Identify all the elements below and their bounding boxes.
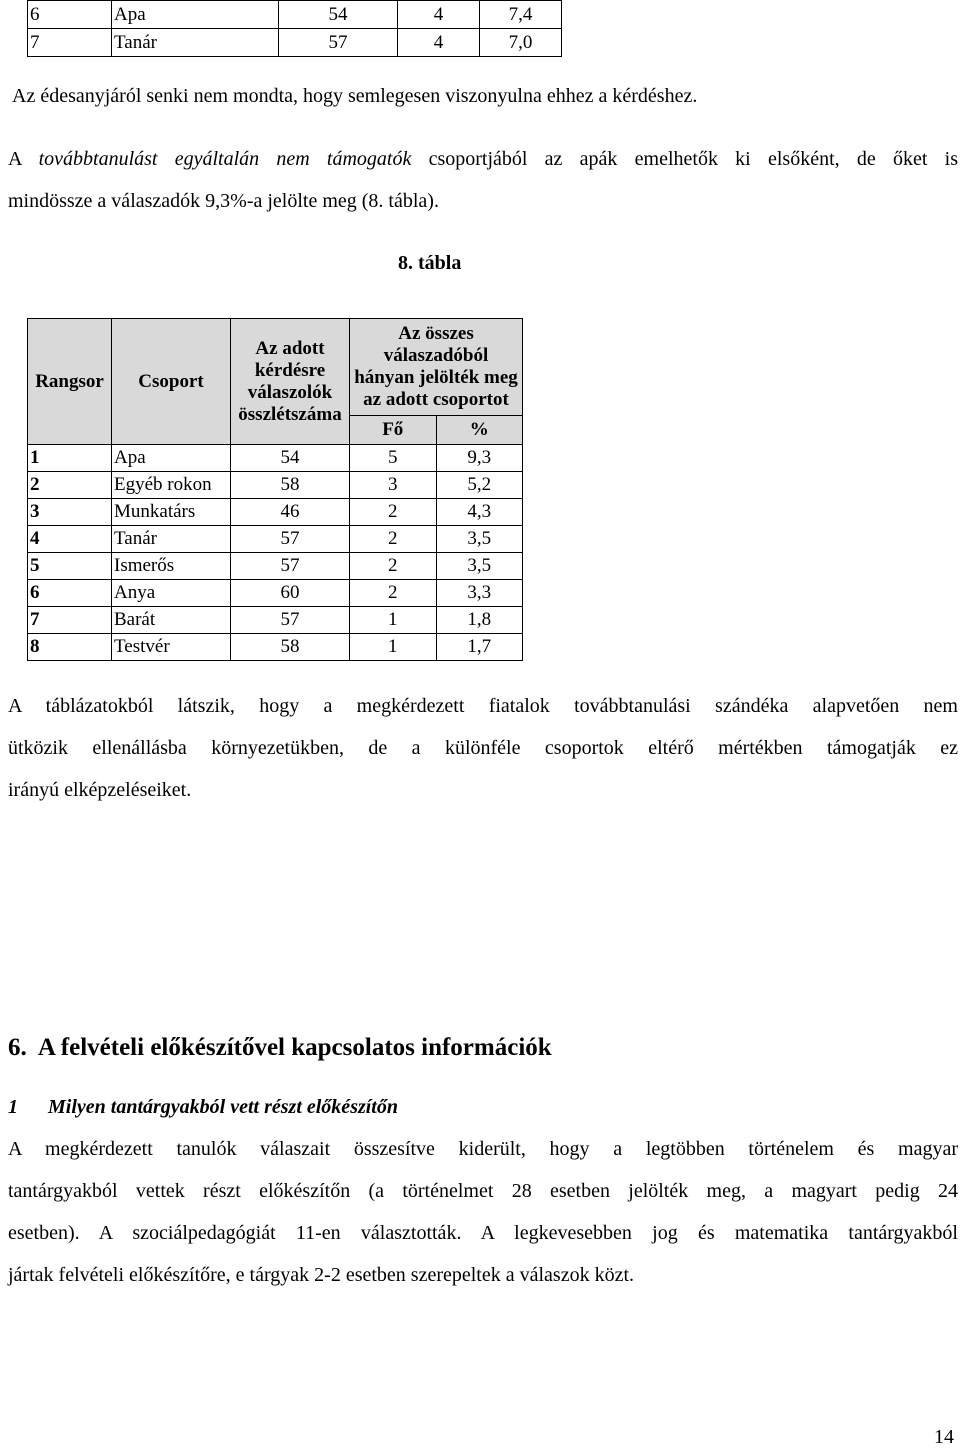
- total-cell: 46: [231, 499, 350, 526]
- count-cell: 4: [398, 29, 480, 57]
- section-heading: 6. A felvételi előkészítővel kapcsolatos információk: [8, 1034, 552, 1061]
- paragraph-not-supporting: [8, 138, 958, 222]
- rank-cell: 6: [28, 580, 112, 607]
- percent-cell: 7,0: [480, 29, 562, 57]
- group-cell: Ismerős: [112, 553, 231, 580]
- group-cell: Barát: [112, 607, 231, 634]
- table-row: [28, 553, 523, 580]
- group-cell: Tanár: [112, 526, 231, 553]
- total-cell: 57: [231, 553, 350, 580]
- total-cell: 57: [231, 526, 350, 553]
- subsection-heading: 1 Milyen tantárgyakból vett részt előkészítőn: [8, 1096, 398, 1118]
- previous-table-continuation: [27, 0, 562, 57]
- text-span: csoportjából az apák emelhetők ki elsőként, de őket is: [411, 148, 958, 170]
- paragraph-summary: [8, 685, 958, 811]
- paragraph-line: mindössze a válaszadók 9,3%-a jelölte meg (8. tábla).: [8, 190, 439, 212]
- table-row: [28, 1, 562, 29]
- table-row: [28, 29, 562, 57]
- italic-phrase: továbbtanulást egyáltalán nem támogatók: [38, 148, 412, 170]
- percent-cell: 3,5: [436, 553, 523, 580]
- count-cell: 2: [350, 499, 437, 526]
- count-cell: 1: [350, 607, 437, 634]
- group-cell: Apa: [112, 1, 279, 29]
- header-percent: %: [436, 416, 523, 445]
- total-cell: 54: [231, 445, 350, 472]
- percent-cell: 4,3: [436, 499, 523, 526]
- count-cell: 2: [350, 553, 437, 580]
- percent-cell: 9,3: [436, 445, 523, 472]
- percent-cell: 3,5: [436, 526, 523, 553]
- percent-cell: 3,3: [436, 580, 523, 607]
- paragraph-line: esetben). A szociálpedagógiát 11-en választották. A legkevesebben jog és matematika tantárgyakból: [8, 1222, 958, 1244]
- count-cell: 2: [350, 526, 437, 553]
- paragraph-line: irányú elképzeléseiket.: [8, 779, 192, 801]
- header-total: Az adott kérdésre válaszolók összlétszáma: [231, 319, 350, 445]
- count-cell: 2: [350, 580, 437, 607]
- header-rank: Rangsor: [28, 319, 112, 445]
- total-cell: 60: [231, 580, 350, 607]
- table-caption: 8. tábla: [398, 252, 462, 274]
- header-count: Fő: [350, 416, 437, 445]
- rank-cell: 6: [28, 1, 112, 29]
- paragraph-preparatory-subjects: [8, 1128, 958, 1296]
- group-cell: Munkatárs: [112, 499, 231, 526]
- percent-cell: 1,8: [436, 607, 523, 634]
- header-row: [28, 319, 523, 416]
- rank-cell: 8: [28, 634, 112, 661]
- group-cell: Egyéb rokon: [112, 472, 231, 499]
- rank-cell: 5: [28, 553, 112, 580]
- text-span: A: [8, 148, 39, 170]
- table-row: [28, 580, 523, 607]
- paragraph-line: jártak felvételi előkészítőre, e tárgyak 2-2 esetben szerepeltek a válaszok közt.: [8, 1264, 635, 1286]
- total-cell: 57: [279, 29, 398, 57]
- total-cell: 58: [231, 472, 350, 499]
- table-8: [27, 318, 523, 661]
- table-row: [28, 607, 523, 634]
- rank-cell: 1: [28, 445, 112, 472]
- rank-cell: 7: [28, 607, 112, 634]
- paragraph-mother: Az édesanyjáról senki nem mondta, hogy semlegesen viszonyulna ehhez a kérdéshez.: [12, 85, 698, 107]
- total-cell: 54: [279, 1, 398, 29]
- count-cell: 3: [350, 472, 437, 499]
- total-cell: 58: [231, 634, 350, 661]
- table-row: [28, 445, 523, 472]
- percent-cell: 1,7: [436, 634, 523, 661]
- paragraph-line: A megkérdezett tanulók válaszait összesítve kiderült, hogy a legtöbben történelem és magyar: [8, 1138, 958, 1160]
- paragraph-line: tantárgyakból vettek részt előkészítőn (a történelmet 28 esetben jelölték meg, a magyart pedig 24: [8, 1180, 958, 1202]
- rank-cell: 3: [28, 499, 112, 526]
- paragraph-line: ütközik ellenállásba környezetükben, de a különféle csoportok eltérő mértékben támogatják ez: [8, 737, 958, 759]
- group-cell: Tanár: [112, 29, 279, 57]
- table-row: [28, 472, 523, 499]
- header-group: Csoport: [112, 319, 231, 445]
- table-row: [28, 499, 523, 526]
- total-cell: 57: [231, 607, 350, 634]
- count-cell: 5: [350, 445, 437, 472]
- table-row: [28, 634, 523, 661]
- header-selected: Az összes válaszadóból hányan jelölték meg az adott csoportot: [350, 319, 523, 416]
- percent-cell: 5,2: [436, 472, 523, 499]
- rank-cell: 7: [28, 29, 112, 57]
- rank-cell: 2: [28, 472, 112, 499]
- page-number: 14: [934, 1426, 954, 1448]
- rank-cell: 4: [28, 526, 112, 553]
- count-cell: 1: [350, 634, 437, 661]
- paragraph-line: [8, 138, 958, 180]
- paragraph-line: A táblázatokból látszik, hogy a megkérdezett fiatalok továbbtanulási szándéka alapvetően nem: [8, 695, 958, 717]
- table-row: [28, 526, 523, 553]
- group-cell: Anya: [112, 580, 231, 607]
- count-cell: 4: [398, 1, 480, 29]
- percent-cell: 7,4: [480, 1, 562, 29]
- group-cell: Testvér: [112, 634, 231, 661]
- group-cell: Apa: [112, 445, 231, 472]
